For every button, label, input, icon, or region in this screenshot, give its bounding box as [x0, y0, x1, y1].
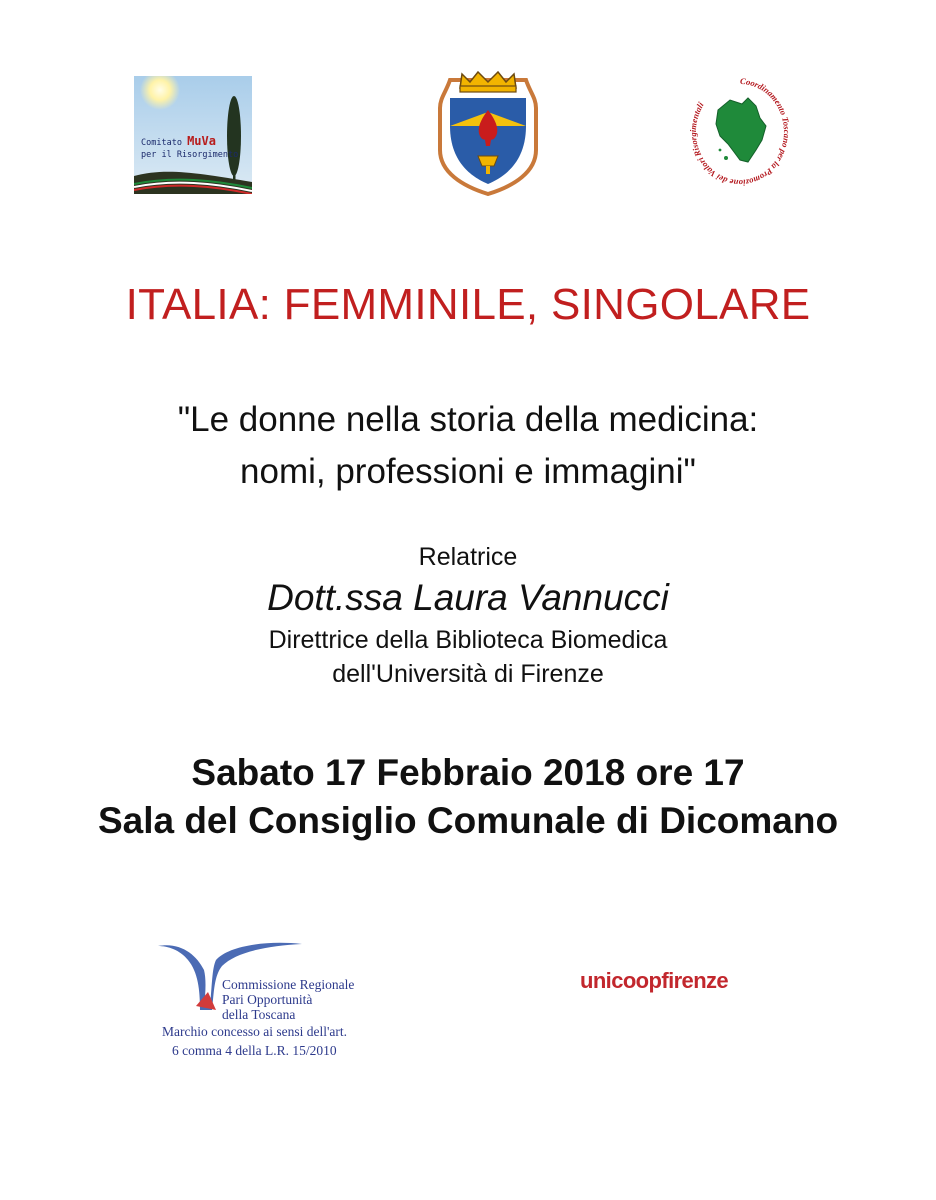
unicoop-text-part-3: pfirenze: [648, 968, 729, 993]
speaker-name: Dott.ssa Laura Vannucci: [267, 577, 669, 618]
commissione-line-5: 6 comma 4 della L.R. 15/2010: [172, 1043, 337, 1058]
seal-ring-text: Coordinamento T o per la Promozione dei Valori Ris ntali: [690, 75, 790, 189]
tuscany-seal-logo: [690, 70, 790, 196]
subtitle-line-2: nomi, professioni e immagini": [240, 452, 696, 491]
unicoop-text-part-2: oo: [622, 968, 649, 993]
muva-subtitle: per il Risorgimento: [141, 150, 239, 160]
page-title: ITALIA: FEMMINILE, SINGOLARE: [125, 280, 811, 329]
commissione-line-2: Pari Opportunità: [222, 992, 313, 1007]
speaker-role: Relatrice: [418, 543, 518, 571]
commissione-logo: [156, 940, 396, 1070]
muva-prefix: Comitato: [141, 138, 182, 148]
event-date: Sabato 17 Febbraio 2018 ore 17: [191, 752, 745, 793]
speaker-description-line-2: dell'Università di Firenze: [332, 660, 604, 688]
commissione-line-3: della Toscana: [222, 1007, 296, 1022]
unicoop-logo: [580, 968, 728, 994]
tuscany-seal-icon: [690, 70, 790, 196]
fiorentina-crest-icon: [436, 68, 540, 196]
unicoop-text-part-1: unic: [580, 968, 623, 993]
speaker-description-line-1: Direttrice della Biblioteca Biomedica: [268, 626, 668, 654]
commissione-line-4: Marchio concesso ai sensi dell'art.: [162, 1024, 347, 1039]
subtitle-line-1: "Le donne nella storia della medicina:: [177, 400, 759, 439]
commissione-line-1: Commissione Regionale: [222, 977, 355, 992]
muva-logo: [134, 76, 252, 194]
muva-brand: MuVa: [187, 134, 216, 148]
muva-title: [141, 134, 216, 148]
crest-logo: [436, 68, 540, 196]
event-place: Sala del Consiglio Comunale di Dicomano: [97, 800, 839, 841]
